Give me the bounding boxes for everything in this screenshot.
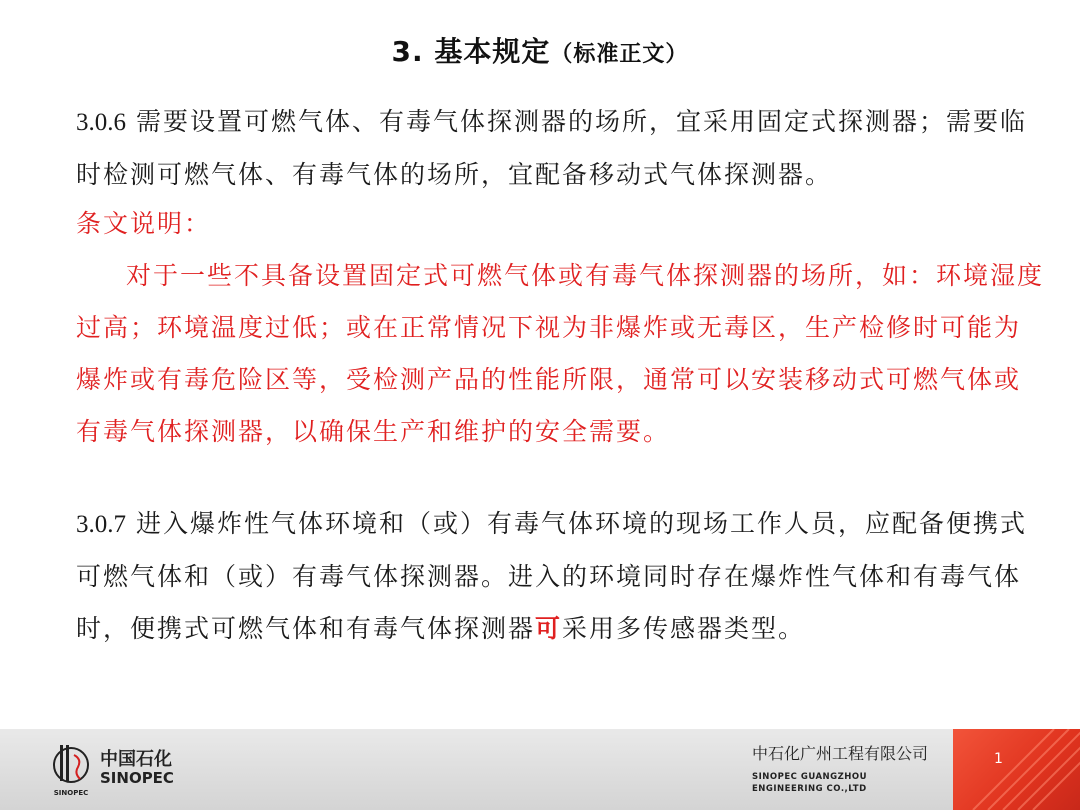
sinopec-logo-icon xyxy=(50,735,92,799)
brand-name-en: SINOPEC xyxy=(100,769,174,787)
footer-bar xyxy=(0,729,1080,810)
company-name-en: SINOPEC GUANGZHOU ENGINEERING CO.,LTD xyxy=(752,772,868,794)
accent-pattern-icon xyxy=(953,729,1080,810)
explanation-body: 对于一些不具备设置固定式可燃气体或有毒气体探测器的场所，如：环境湿度过高；环境温度过低；或在正常情况下视为非爆炸或无毒区，生产检修时可能为爆炸或有毒危险区等，受检测产品的性能所限，通常可以安装移动式可燃气体或有毒气体探测器，以确保生产和维护的安全需要。 xyxy=(76,261,1045,446)
clause-number: 3.0.7 xyxy=(76,511,126,538)
logo-text: SINOPEC xyxy=(53,789,89,797)
clause-text-after: 采用多传感器类型。 xyxy=(562,614,806,643)
brand-name-cn: 中国石化 xyxy=(100,749,172,770)
clause-3-0-6 xyxy=(76,96,1046,201)
clause-text-before: 进入爆炸性气体环境和（或）有毒气体环境的现场工作人员，应配备便携式可燃气体和（或）有毒气体探测器。进入的环境同时存在爆炸性气体和有毒气体时，便携式可燃气体和有毒气体探测器 xyxy=(76,509,1027,643)
title-main: 3. 基本规定 xyxy=(391,35,551,68)
title-sub: （标准正文） xyxy=(550,42,689,67)
clause-3-0-7 xyxy=(76,498,1046,655)
accent-block xyxy=(953,729,1080,810)
page-number: 1 xyxy=(994,751,1003,767)
clause-text: 需要设置可燃气体、有毒气体探测器的场所，宜采用固定式探测器；需要临时检测可燃气体、有毒气体的场所，宜配备移动式气体探测器。 xyxy=(76,107,1027,189)
highlight-word: 可 xyxy=(535,614,563,643)
explanation-label: 条文说明： xyxy=(76,209,212,238)
slide-title xyxy=(0,30,1080,70)
clause-number: 3.0.6 xyxy=(76,109,126,136)
company-name-cn: 中石化广州工程有限公司 xyxy=(752,744,929,763)
